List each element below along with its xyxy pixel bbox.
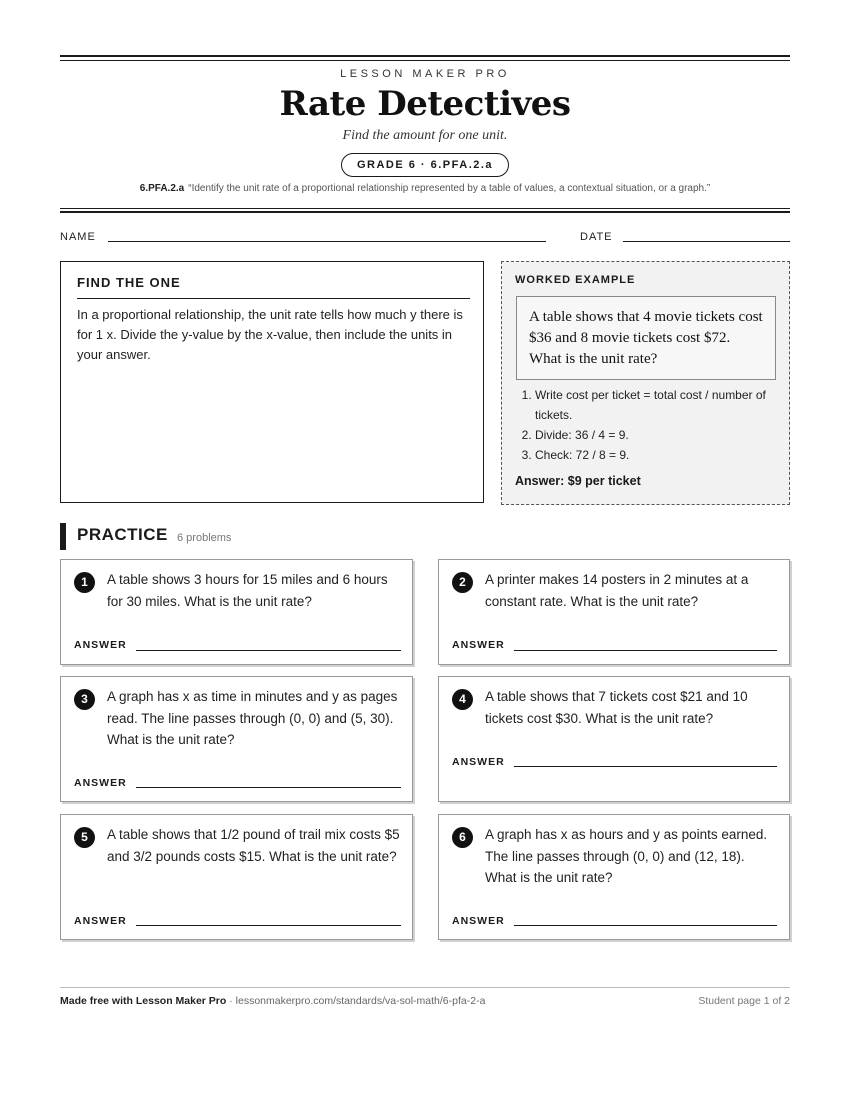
worked-example-step: 2. Divide: 36 / 4 = 9. xyxy=(535,425,785,445)
practice-accent-bar xyxy=(60,523,66,550)
problem-text: A graph has x as hours and y as points earned. The line passes through (0, 0) and (12, 18). What is the unit rate? xyxy=(485,827,768,885)
standard-description xyxy=(0,183,850,194)
top-rule-thin xyxy=(60,60,790,61)
standard-text: “Identify the unit rate of a proportional relationship represented by a table of values, a contextual situation, or a graph.” xyxy=(188,183,711,194)
problem-number-badge: 3 xyxy=(74,689,95,710)
answer-line[interactable] xyxy=(514,925,777,926)
date-line[interactable] xyxy=(623,241,790,242)
worked-example-step: 3. Check: 72 / 8 = 9. xyxy=(535,445,785,465)
footer-made-with: Made free with Lesson Maker Pro xyxy=(60,995,227,1007)
practice-count: 6 problems xyxy=(177,532,232,544)
footer-credit xyxy=(60,995,485,1007)
worked-example-heading: WORKED EXAMPLE xyxy=(515,274,636,286)
worked-example-answer: Answer: $9 per ticket xyxy=(515,474,641,488)
answer-line[interactable] xyxy=(514,650,777,651)
problem-text: A table shows that 7 tickets cost $21 and 10 tickets cost $30. What is the unit rate? xyxy=(485,689,748,726)
problem-card-1 xyxy=(60,559,413,665)
problem-text: A table shows that 1/2 pound of trail mix costs $5 and 3/2 pounds costs $15. What is the unit rate? xyxy=(107,827,400,864)
problem-number-badge: 4 xyxy=(452,689,473,710)
worked-example-box xyxy=(501,261,790,505)
find-the-one-box xyxy=(60,261,484,503)
answer-label: ANSWER xyxy=(452,639,505,651)
problem-card-4 xyxy=(438,676,790,802)
answer-line[interactable] xyxy=(136,650,401,651)
problem-card-2 xyxy=(438,559,790,665)
answer-label: ANSWER xyxy=(452,915,505,927)
problem-text: A printer makes 14 posters in 2 minutes at a constant rate. What is the unit rate? xyxy=(485,572,749,609)
answer-label: ANSWER xyxy=(452,756,505,768)
top-rule-thick xyxy=(60,55,790,57)
worked-example-steps xyxy=(515,385,785,465)
problem-number-badge: 1 xyxy=(74,572,95,593)
problem-card-3 xyxy=(60,676,413,802)
answer-label: ANSWER xyxy=(74,777,127,789)
find-the-one-text: In a proportional relationship, the unit rate tells how much y there is for 1 x. Divide the y-value by the x-value, then include the units in your answer. xyxy=(77,307,463,362)
problem-card-5 xyxy=(60,814,413,940)
problem-number-badge: 6 xyxy=(452,827,473,848)
footer-page-number: Student page 1 of 2 xyxy=(698,995,790,1007)
practice-title: PRACTICE xyxy=(77,525,168,544)
find-the-one-heading: FIND THE ONE xyxy=(77,275,181,290)
header-rule-thin xyxy=(60,208,790,209)
answer-label: ANSWER xyxy=(74,915,127,927)
brand-name: LESSON MAKER PRO xyxy=(340,68,510,80)
problem-text: A table shows 3 hours for 15 miles and 6 hours for 30 miles. What is the unit rate? xyxy=(107,572,388,609)
worked-example-step: 1. Write cost per ticket = total cost / number of tickets. xyxy=(535,385,785,425)
answer-line[interactable] xyxy=(136,925,401,926)
page-subtitle: Find the amount for one unit. xyxy=(342,128,508,143)
name-label: NAME xyxy=(60,231,96,243)
grade-badge: GRADE 6 · 6.PFA.2.a xyxy=(341,153,509,177)
standard-code: 6.PFA.2.a xyxy=(139,183,185,194)
problem-number-badge: 5 xyxy=(74,827,95,848)
page-title: Rate Detectives xyxy=(279,84,571,124)
problem-text: A graph has x as time in minutes and y as pages read. The line passes through (0, 0) and (5, 30). What is the unit rate? xyxy=(107,689,398,747)
find-the-one-divider xyxy=(77,298,470,299)
answer-line[interactable] xyxy=(514,766,777,767)
header-rule-thick xyxy=(60,211,790,213)
footer-rule xyxy=(60,987,790,988)
name-line[interactable] xyxy=(108,241,546,242)
answer-line[interactable] xyxy=(136,787,401,788)
problem-number-badge: 2 xyxy=(452,572,473,593)
worked-example-prompt: A table shows that 4 movie tickets cost $36 and 8 movie tickets cost $72. What is the unit rate? xyxy=(516,296,776,380)
answer-label: ANSWER xyxy=(74,639,127,651)
footer-url[interactable]: · lessonmakerpro.com/standards/va-sol-math/6-pfa-2-a xyxy=(226,995,486,1007)
problem-card-6 xyxy=(438,814,790,940)
date-label: DATE xyxy=(580,231,613,243)
